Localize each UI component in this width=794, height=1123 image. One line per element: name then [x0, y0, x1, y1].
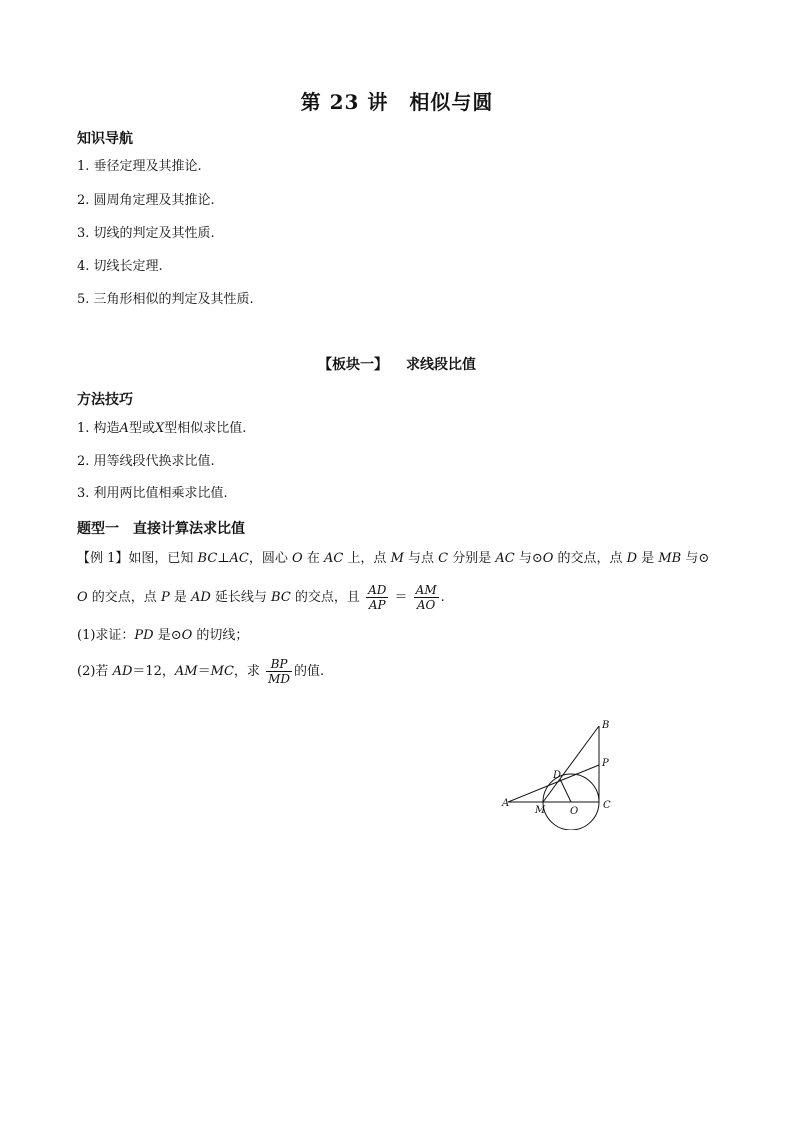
math-variable: D	[626, 551, 638, 566]
fraction-numerator: AD	[368, 583, 387, 597]
block-name: 求线段比值	[406, 357, 476, 373]
method-text: 1. 构造	[77, 421, 120, 436]
math-variable: P	[160, 590, 170, 605]
example-line-1	[77, 550, 709, 568]
fraction-am-ao	[414, 583, 439, 612]
segment-mb	[543, 726, 599, 802]
question-text: 的值.	[293, 664, 325, 679]
method-item: 2. 用等线段代换求比值.	[77, 454, 215, 469]
knowledge-heading: 知识导航	[77, 131, 133, 147]
method-text: 型或	[128, 421, 155, 436]
math-variable: AM	[174, 664, 198, 679]
question-1	[77, 627, 248, 645]
block-label: 【板块一】	[318, 357, 388, 373]
label-d: D	[553, 770, 562, 781]
text-segment: 延长线与	[210, 590, 272, 605]
label-c: C	[603, 800, 611, 811]
math-variable: O	[542, 551, 554, 566]
text-segment: ⊥	[217, 551, 230, 566]
text-segment: 的交点，点	[87, 590, 161, 605]
text-segment: 的交点，点	[553, 551, 627, 566]
text-segment: 上，点	[343, 551, 391, 566]
math-variable: O	[77, 590, 88, 605]
label-o: O	[570, 806, 579, 817]
knowledge-item: 1. 垂径定理及其推论.	[77, 159, 202, 174]
text-segment: 与点	[403, 551, 439, 566]
math-variable: MB	[658, 551, 682, 566]
text-segment: ＝12，	[132, 664, 175, 679]
text-segment: 是	[169, 590, 191, 605]
fraction-denominator: AP	[368, 598, 386, 612]
math-variable: O	[181, 628, 193, 643]
method-text: 型相似求比值.	[164, 421, 247, 436]
example-text	[77, 590, 360, 605]
figure-svg	[498, 716, 628, 830]
method-var: X	[154, 421, 165, 436]
method-item: 3. 利用两比值相乘求比值.	[77, 486, 228, 501]
label-m: M	[535, 805, 546, 816]
fraction-denominator: MD	[268, 672, 290, 686]
fraction-ad-ap	[366, 583, 388, 612]
label-a: A	[502, 798, 510, 809]
text-segment: 的交点，且	[290, 590, 360, 605]
question-2	[77, 657, 324, 686]
text-segment: 与⊙	[681, 551, 710, 566]
fraction-denominator: AO	[416, 598, 436, 612]
text-segment: 的切线；	[192, 628, 249, 643]
text-segment: 【例 1】如图，已知	[77, 551, 198, 566]
math-variable: AD	[190, 590, 211, 605]
text-segment: (2)若	[77, 664, 113, 679]
fraction-bp-md	[266, 657, 292, 686]
text-segment: (1)求证：	[77, 628, 135, 643]
math-variable: AD	[112, 664, 133, 679]
text-segment: ，求	[233, 664, 260, 679]
math-variable: AC	[323, 551, 344, 566]
math-variable: PD	[134, 628, 154, 643]
page-title: 第 23 讲 相似与圆	[300, 90, 494, 114]
methods-heading: 方法技巧	[77, 392, 133, 408]
text-segment: 是⊙	[153, 628, 182, 643]
text-segment: ＝	[197, 664, 211, 679]
text-segment: 在	[302, 551, 324, 566]
fraction-numerator: BP	[266, 657, 292, 672]
math-variable: C	[438, 551, 449, 566]
segment-od	[560, 779, 571, 802]
type1-heading: 题型一 直接计算法求比值	[77, 521, 245, 537]
label-p: P	[602, 758, 609, 769]
example-text: .	[440, 590, 445, 605]
method-item	[77, 420, 246, 438]
label-b: B	[602, 720, 610, 731]
block-title	[0, 354, 794, 374]
math-variable: AC	[229, 551, 249, 566]
fraction-numerator: AM	[415, 583, 437, 597]
math-variable: BC	[271, 590, 291, 605]
text-segment: ，圆心	[248, 551, 293, 566]
method-var: A	[119, 421, 129, 436]
geometry-figure	[498, 716, 628, 834]
knowledge-item: 2. 圆周角定理及其推论.	[77, 193, 215, 208]
math-variable: MC	[210, 664, 234, 679]
math-variable: BC	[197, 551, 218, 566]
equals-sign: ＝	[394, 590, 408, 605]
math-variable: M	[390, 551, 404, 566]
knowledge-item: 5. 三角形相似的判定及其性质.	[77, 292, 254, 307]
question-text	[77, 664, 260, 679]
example-line-2	[77, 583, 445, 612]
knowledge-item: 3. 切线的判定及其性质.	[77, 226, 215, 241]
text-segment: 分别是	[448, 551, 496, 566]
math-variable: AC	[495, 551, 515, 566]
math-variable: O	[292, 551, 303, 566]
text-segment: 与⊙	[514, 551, 543, 566]
knowledge-item: 4. 切线长定理.	[77, 259, 163, 274]
text-segment: 是	[637, 551, 659, 566]
